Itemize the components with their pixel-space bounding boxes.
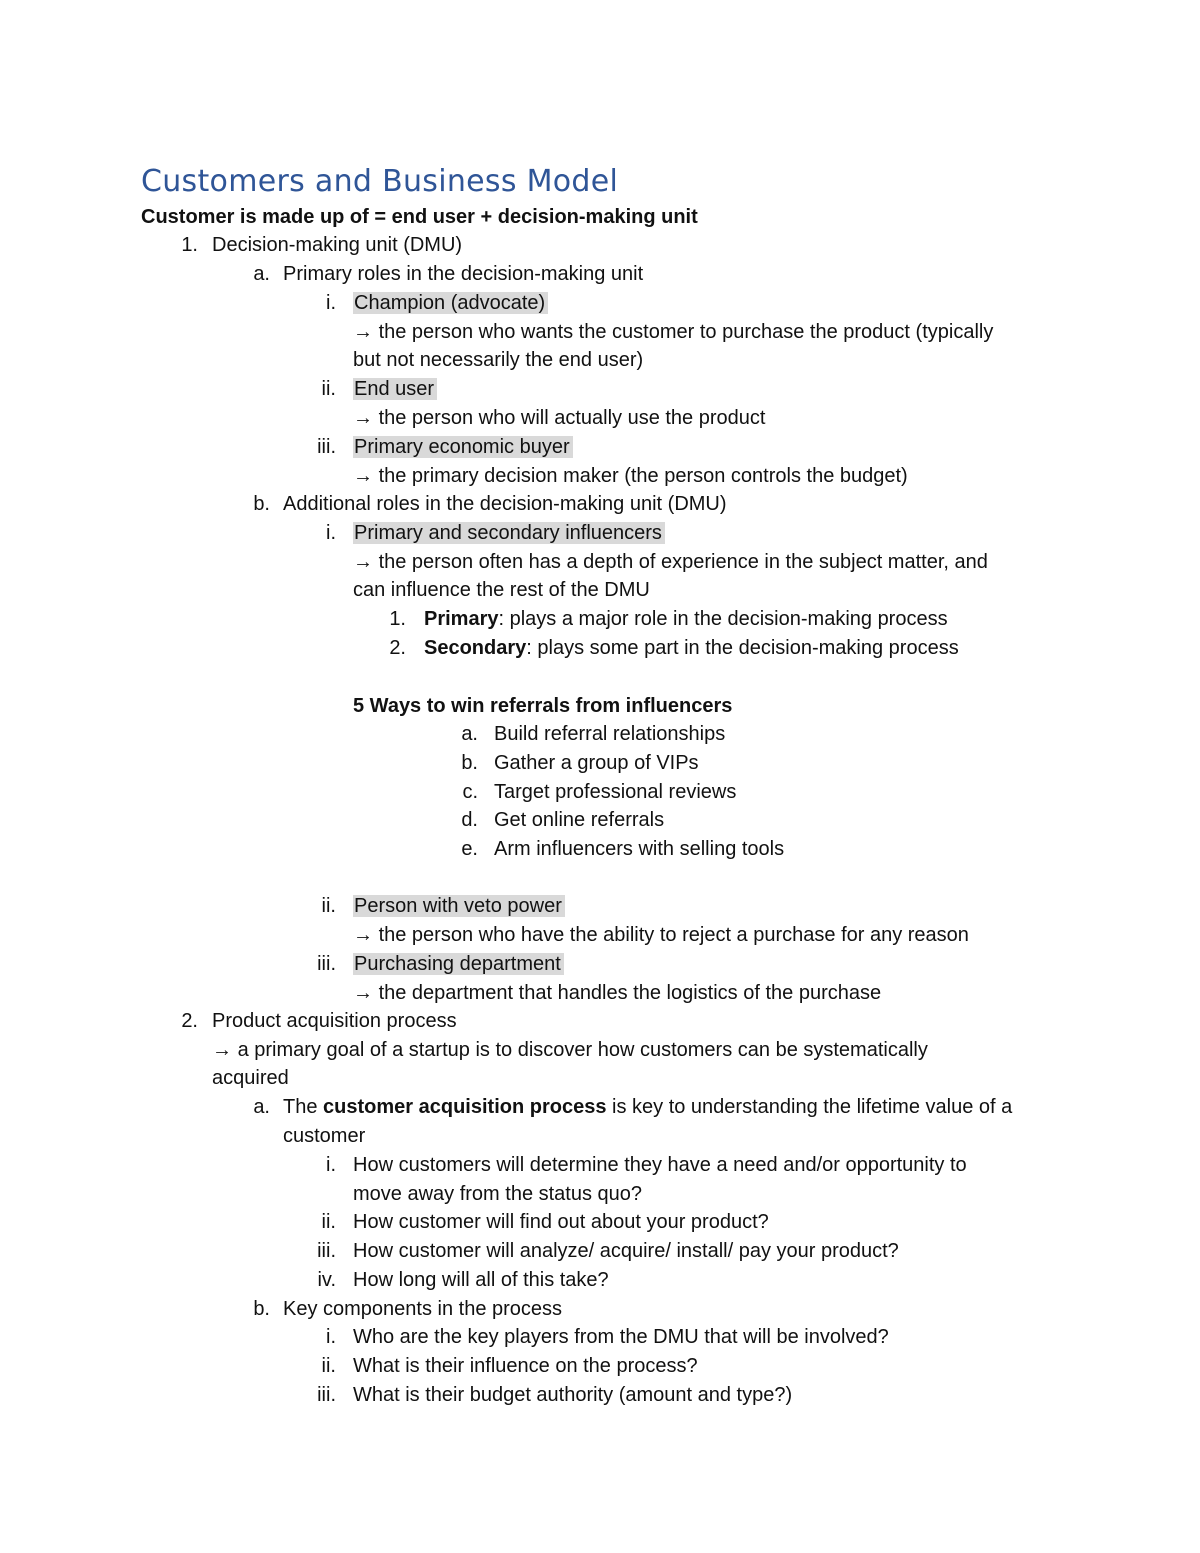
list-item: Gather a group of VIPs: [494, 752, 699, 774]
list-marker: a.: [253, 1096, 270, 1118]
arrow-icon: →: [353, 924, 373, 946]
highlight-champion: Champion (advocate): [353, 292, 548, 314]
list-marker: e.: [461, 838, 478, 860]
list-marker: 2.: [181, 1010, 198, 1032]
list-item-cont: move away from the status quo?: [353, 1183, 643, 1205]
list-marker: iii.: [317, 436, 336, 458]
list-marker: i.: [326, 1154, 336, 1176]
list-item: What is their budget authority (amount and type?): [353, 1384, 793, 1406]
highlight-influencers: Primary and secondary influencers: [353, 522, 665, 544]
highlight-end-user: End user: [353, 378, 437, 400]
list-marker: 2.: [389, 637, 406, 659]
section-description-cont: acquired: [212, 1067, 289, 1089]
list-marker: a.: [461, 723, 478, 745]
role-description: → the person who wants the customer to purchase the product (typically: [353, 321, 994, 343]
role-term: [353, 519, 665, 547]
list-item: Get online referrals: [494, 809, 665, 831]
arrow-icon: →: [353, 982, 373, 1004]
list-marker: d.: [461, 809, 478, 831]
list-marker: i.: [326, 292, 336, 314]
role-description-cont: can influence the rest of the DMU: [353, 579, 650, 601]
ways-heading: 5 Ways to win referrals from influencers: [353, 695, 733, 717]
section-2-heading: Product acquisition process: [212, 1010, 457, 1032]
list-marker: ii.: [321, 378, 336, 400]
role-description: → the person often has a depth of experience in the subject matter, and: [353, 551, 988, 573]
role-term: [353, 950, 564, 978]
role-term: [353, 433, 573, 461]
primary-roles-heading: Primary roles in the decision-making unit: [283, 263, 644, 285]
role-description: → the primary decision maker (the person controls the budget): [353, 465, 908, 487]
section-description: → a primary goal of a startup is to discover how customers can be systematically: [212, 1039, 928, 1061]
list-item: How customer will find out about your product?: [353, 1211, 769, 1233]
acquisition-heading: The customer acquisition process is key to understanding the lifetime value of a: [283, 1096, 1013, 1118]
role-term: [353, 289, 548, 317]
highlight-purchasing: Purchasing department: [353, 953, 564, 975]
list-item: Arm influencers with selling tools: [494, 838, 785, 860]
arrow-icon: →: [353, 321, 373, 343]
list-marker: 1.: [389, 608, 406, 630]
role-term: [353, 375, 437, 403]
role-description: → the department that handles the logistics of the purchase: [353, 982, 882, 1004]
highlight-economic-buyer: Primary economic buyer: [353, 436, 573, 458]
list-marker: iii.: [317, 1240, 336, 1262]
influencer-type: Primary: plays a major role in the decision-making process: [424, 608, 948, 630]
list-marker: b.: [461, 752, 478, 774]
list-marker: b.: [253, 493, 270, 515]
list-marker: ii.: [321, 1355, 336, 1377]
list-marker: ii.: [321, 1211, 336, 1233]
list-item: Build referral relationships: [494, 723, 726, 745]
subtitle: Customer is made up of = end user + decision-making unit: [141, 206, 698, 228]
role-term: [353, 892, 565, 920]
list-marker: ii.: [321, 895, 336, 917]
list-marker: iii.: [317, 1384, 336, 1406]
arrow-icon: →: [353, 465, 373, 487]
list-item: Target professional reviews: [494, 781, 737, 803]
page-title: Customers and Business Model: [141, 164, 619, 199]
highlight-veto: Person with veto power: [353, 895, 565, 917]
acquisition-heading-cont: customer: [283, 1125, 366, 1147]
list-marker: i.: [326, 522, 336, 544]
arrow-icon: →: [353, 551, 373, 573]
list-item: How long will all of this take?: [353, 1269, 609, 1291]
key-components-heading: Key components in the process: [283, 1298, 563, 1320]
list-marker: 1.: [181, 234, 198, 256]
list-item: What is their influence on the process?: [353, 1355, 698, 1377]
list-marker: i.: [326, 1326, 336, 1348]
additional-roles-heading: Additional roles in the decision-making unit (DMU): [283, 493, 727, 515]
section-1-heading: Decision-making unit (DMU): [212, 234, 463, 256]
list-marker: c.: [462, 781, 478, 803]
role-description-cont: but not necessarily the end user): [353, 349, 644, 371]
arrow-icon: →: [353, 407, 373, 429]
list-item: How customers will determine they have a need and/or opportunity to: [353, 1154, 967, 1176]
list-marker: iv.: [317, 1269, 336, 1291]
role-description: → the person who have the ability to reject a purchase for any reason: [353, 924, 969, 946]
list-item: How customer will analyze/ acquire/ install/ pay your product?: [353, 1240, 899, 1262]
influencer-type: Secondary: plays some part in the decision-making process: [424, 637, 959, 659]
list-marker: a.: [253, 263, 270, 285]
arrow-icon: →: [212, 1039, 232, 1061]
list-marker: b.: [253, 1298, 270, 1320]
list-item: Who are the key players from the DMU that will be involved?: [353, 1326, 889, 1348]
list-marker: iii.: [317, 953, 336, 975]
role-description: → the person who will actually use the product: [353, 407, 766, 429]
